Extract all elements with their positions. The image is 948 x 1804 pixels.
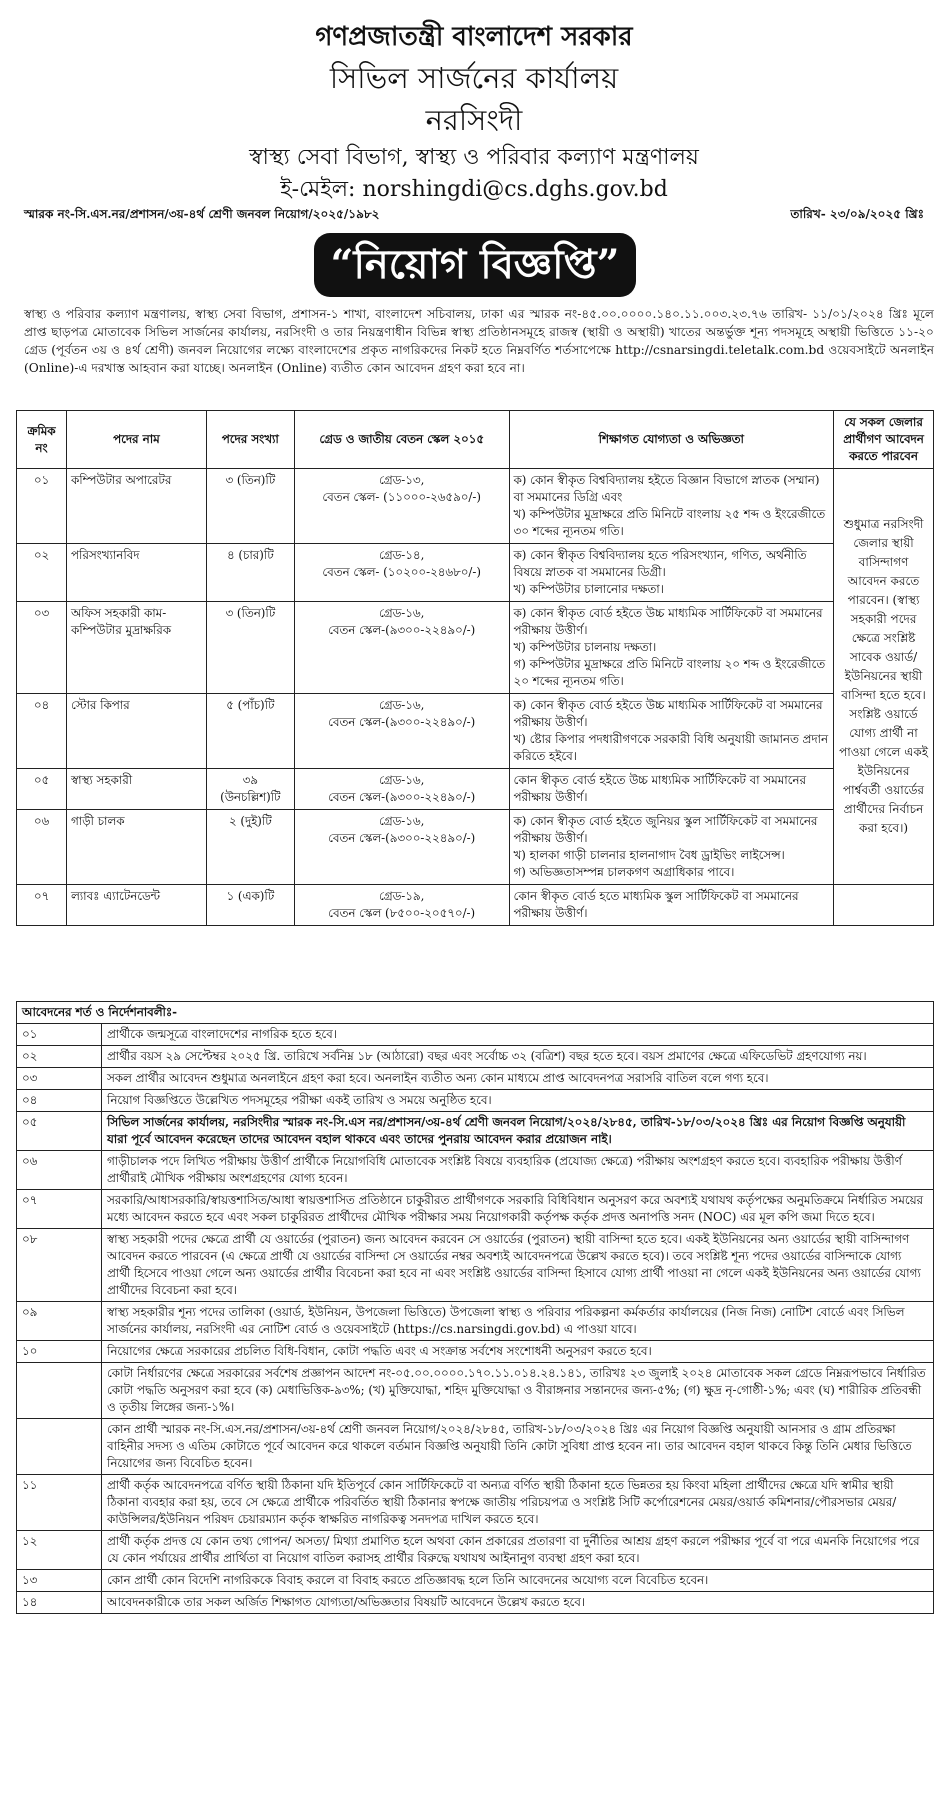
- row-serial: ০৭: [17, 885, 67, 926]
- row-grade: [294, 469, 509, 544]
- scale-text: বেতন স্কেল- (১১০০০-২৬৫৯০/-): [322, 490, 481, 504]
- row-post: পরিসংখ্যানবিদ: [66, 544, 206, 602]
- condition-number: ১২: [17, 1531, 102, 1570]
- email-line: ই-মেইল: norshingdi@cs.dghs.gov.bd: [280, 177, 668, 202]
- condition-row: [17, 1531, 934, 1570]
- row-count: ৪ (চার)টি: [206, 544, 294, 602]
- condition-number: ১১: [17, 1475, 102, 1531]
- condition-text: নিয়োগ বিজ্ঞপ্তিতে উল্লেখিত পদসমূহের পরীক্ষা একই তারিখ ও সময়ে অনুষ্ঠিত হবে।: [102, 1090, 934, 1112]
- row-qualification: [509, 469, 833, 544]
- condition-text: প্রার্থী কর্তৃক আবেদনপত্রে বর্ণিত স্থায়ী ঠিকানা যদি ইতিপূর্বে কোন সার্টিফিকেটে বা অন্যত্র বর্ণিত স্থায়ী ঠিকানা হতে ভিন্নতর হয় কিংবা মহিলা প্রার্থীদের ক্ষেত্রে যদি স্বামীর স্থায়ী ঠিকানা ব্যবহার করা হয়, তবে সে ক্ষেত্রে প্রার্থীকে পরিবর্তিত স্থায়ী ঠিকানার স্বপক্ষে জাতীয় পরিচয়পত্র ও সংশ্লিষ্ট সিটি কর্পোরেশনের মেয়র/ওয়ার্ড কমিশনার/পৌরসভার মেয়র/কাউন্সিলর/ইউনিয়ন পরিষদ চেয়ারম্যান কর্তৃক স্বাক্ষরিত নাগরিকত্ব সনদপত্র দাখিল করতে হবে।: [102, 1475, 934, 1531]
- memo-date: তারিখ- ২৩/০৯/২০২৫ খ্রিঃ: [790, 207, 924, 221]
- office-title: সিভিল সার্জনের কার্যালয়: [329, 61, 619, 95]
- header-qualification: শিক্ষাগত যোগ্যতা ও অভিজ্ঞতা: [509, 411, 833, 469]
- header-post-name: পদের নাম: [66, 411, 206, 469]
- condition-row: [17, 1229, 934, 1302]
- condition-row: [17, 1363, 934, 1419]
- qual-line: খ) কম্পিউটার মুদ্রাক্ষরে প্রতি মিনিটে বাংলায় ২৫ শব্দ ও ইংরেজীতে ৩০ শব্দের ন্যূনতম গতি।: [513, 507, 826, 538]
- table-row: [17, 469, 934, 544]
- row-grade: [294, 694, 509, 769]
- circular-banner: “নিয়োগ বিজ্ঞপ্তি”: [314, 233, 636, 297]
- condition-row: [17, 1570, 934, 1592]
- condition-row: [17, 1068, 934, 1090]
- condition-text: কোন প্রার্থী স্মারক নং-সি.এস.নর/প্রশাসন/৩য়-৪র্থ শ্রেণী জনবল নিয়োগ/২০২৪/২৮৪৫, তারিখ-১৮/০৩/২০২৪ খ্রিঃ এর নিয়োগ বিজ্ঞপ্তি অনুযায়ী আনসার ও গ্রাম প্রতিরক্ষা বাহিনীর সদস্য ও এতিম কোটাতে পূর্বে আবেদন করে থাকলে বর্তমান বিজ্ঞপ্তি অনুযায়ী তিনি কোটা সুবিধা প্রাপ্ত হবেন না। তার আবেদন বহাল থাকবে কিন্তু তিনি মেধার ভিত্তিতে নিয়োগের জন্য বিবেচিত হবেন।: [102, 1419, 934, 1475]
- qual-line: খ) হালকা গাড়ী চালনার হালনাগাদ বৈধ ড্রাইভিং লাইসেন্স।: [513, 848, 785, 862]
- row-serial: ০১: [17, 469, 67, 544]
- condition-row: [17, 1046, 934, 1068]
- condition-number: ১৪: [17, 1592, 102, 1614]
- condition-text: প্রার্থীকে জন্মসূত্রে বাংলাদেশের নাগরিক হতে হবে।: [102, 1024, 934, 1046]
- row-count: ৩ (তিন)টি: [206, 602, 294, 694]
- condition-row: [17, 1592, 934, 1614]
- row-post: কম্পিউটার অপারেটর: [66, 469, 206, 544]
- row-qualification: [509, 544, 833, 602]
- condition-text: গাড়ীচালক পদে লিখিত পরীক্ষায় উত্তীর্ণ প্রার্থীকে নিয়োগবিধি মোতাবেক সংশ্লিষ্ট বিষয়ে ব্যবহারিক (প্রযোজ্য ক্ষেত্রে) পরীক্ষায় অংশগ্রহণ করতে হবে। ব্যবহারিক পরীক্ষায় উত্তীর্ণ প্রার্থীরাই মৌখিক পরীক্ষায় অংশগ্রহণের যোগ্য হবেন।: [102, 1151, 934, 1190]
- eligible-districts-note: শুধুমাত্র নরসিংদী জেলার স্থায়ী বাসিন্দাগণ আবেদন করতে পারবেন। (স্বাস্থ্য সহকারী পদের ক্ষেত্রে সংশ্লিষ্ট সাবেক ওয়ার্ড/ইউনিয়নের স্থায়ী বাসিন্দা হতে হবে। সংশ্লিষ্ট ওয়ার্ডে যোগ্য প্রার্থী না পাওয়া গেলে একই ইউনিয়নের পার্শ্ববর্তী ওয়ার্ডের প্রার্থীদের নির্বাচন করা হবে।): [834, 469, 934, 885]
- row-qualification: [509, 602, 833, 694]
- intro-paragraph: স্বাস্থ্য ও পরিবার কল্যাণ মন্ত্রণালয়, স্বাস্থ্য সেবা বিভাগ, প্রশাসন-১ শাখা, বাংলাদেশ সচিবালয়, ঢাকা এর স্মারক নং-৪৫.০০.০০০০.১৪০.১১.০০৩.২৩.৭৬ তারিখ- ১১/০১/২০২৪ খ্রিঃ মূলে প্রাপ্ত ছাড়পত্র মোতাবেক সিভিল সার্জনের কার্যালয়, নরসিংদী ও তার নিয়ন্ত্রণাধীন বিভিন্ন স্বাস্থ্য প্রতিষ্ঠানসমূহে রাজস্ব (স্থায়ী ও অস্থায়ী) খাতের অন্তর্ভুক্ত শূন্য পদসমূহে অস্থায়ী ভিত্তিতে ১১-২০ গ্রেড (পূর্বতন ৩য় ও ৪র্থ শ্রেণী) জনবল নিয়োগের লক্ষ্যে বাংলাদেশের প্রকৃত নাগরিকদের নিকট হতে নিম্নবর্ণিত শর্তসাপেক্ষে http://csnarsingdi.teletalk.com.bd ওয়েবসাইটে অনলাইন (Online)-এ দরখাস্ত আহবান করা যাচ্ছে। অনলাইন (Online) ব্যতীত কোন আবেদন গ্রহণ করা হবে না।: [24, 307, 934, 375]
- condition-number: [17, 1419, 102, 1475]
- table-row: [17, 810, 934, 885]
- qual-line: ক) কোন স্বীকৃত বোর্ড হইতে উচ্চ মাধ্যমিক সার্টিফিকেট বা সমমানের পরীক্ষায় উত্তীর্ণ।: [513, 606, 823, 637]
- condition-number: ১৩: [17, 1570, 102, 1592]
- conditions-title-row: [17, 1002, 934, 1024]
- memo-number: স্মারক নং-সি.এস.নর/প্রশাসন/৩য়-৪র্থ শ্রেণী জনবল নিয়োগ/২০২৫/১৯৮২: [24, 207, 380, 221]
- condition-row: [17, 1190, 934, 1229]
- grade-text: গ্রেড-১৪,: [378, 548, 425, 562]
- condition-row: [17, 1302, 934, 1341]
- row-post: ল্যাবঃ এ্যাটেনডেন্ট: [66, 885, 206, 926]
- row-grade: [294, 602, 509, 694]
- row-qualification: [509, 885, 833, 926]
- row-serial: ০৪: [17, 694, 67, 769]
- conditions-title: আবেদনের শর্ত ও নির্দেশনাবলীঃ-: [17, 1002, 934, 1024]
- table-row: [17, 769, 934, 810]
- condition-number: ১০: [17, 1341, 102, 1363]
- grade-text: গ্রেড-১৯,: [378, 889, 425, 903]
- qual-line: গ) অভিজ্ঞতাসম্পন্ন চালকগণ অগ্রাধিকার পাবে।: [513, 865, 735, 879]
- posts-table-header: [17, 411, 934, 469]
- condition-text: সিভিল সার্জনের কার্যালয়, নরসিংদীর স্মারক নং-সি.এস নর/প্রশাসন/৩য়-৪র্থ শ্রেণী জনবল নিয়োগ/২০২৪/২৮৪৫, তারিখ-১৮/০৩/২০২৪ খ্রিঃ এর নিয়োগ বিজ্ঞপ্তি অনুযায়ী যারা পূর্বে আবেদন করেছেন তাদের আবেদন বহাল থাকবে এবং তাদের পুনরায় আবেদন করার প্রয়োজন নাই।: [102, 1112, 934, 1151]
- row-post: স্টোর কিপার: [66, 694, 206, 769]
- row-count: ৫ (পাঁচ)টি: [206, 694, 294, 769]
- qual-line: গ) কম্পিউটার মুদ্রাক্ষরে প্রতি মিনিটে বাংলায় ২০ শব্দ ও ইংরেজীতে ২০ শব্দের ন্যূনতম গতি।: [513, 657, 826, 688]
- condition-row: [17, 1151, 934, 1190]
- qual-line: কোন স্বীকৃত বোর্ড হতে মাধ্যমিক স্কুল সার্টিফিকেট বা সমমানের পরীক্ষায় উত্তীর্ণ।: [513, 889, 799, 920]
- condition-text: স্বাস্থ্য সহকারী পদের ক্ষেত্রে প্রার্থী যে ওয়ার্ডের (পুরাতন) জন্য আবেদন করবেন সে ওয়ার্ডের (পুরাতন) স্থায়ী বাসিন্দা হতে হবে। একই ইউনিয়নের অন্য ওয়ার্ডের স্থায়ী বাসিন্দাগণ আবেদন করতে পারবেন (এ ক্ষেত্রে প্রার্থী যে ওয়ার্ডের বাসিন্দা সে ওয়ার্ডের নম্বর অবশ্যই আবেদনপত্রে উল্লেখ করতে হবে)। তবে সংশ্লিষ্ট শূন্য পদের ওয়ার্ডের বাসিন্দাকে যোগ্য প্রার্থী হিসেবে পাওয়া গেলে অন্য ওয়ার্ডের প্রার্থীর বিবেচনা করা হবে না এবং সংশ্লিষ্ট ওয়ার্ডের বাসিন্দা হিসাবে যোগ্য প্রার্থী পাওয়া না গেলে একই ইউনিয়নের অন্য ওয়ার্ডের যোগ্য প্রার্থীদের বিবেচনা করা হবে।: [102, 1229, 934, 1302]
- table-row: [17, 602, 934, 694]
- condition-row: [17, 1419, 934, 1475]
- scale-text: বেতন স্কেল-(৯৩০০-২২৪৯০/-): [328, 831, 476, 845]
- government-title: গণপ্রজাতন্ত্রী বাংলাদেশ সরকার: [315, 22, 633, 52]
- condition-number: ০৯: [17, 1302, 102, 1341]
- scale-text: বেতন স্কেল-(৯৩০০-২২৪৯০/-): [328, 790, 476, 804]
- grade-text: গ্রেড-১৬,: [378, 814, 425, 828]
- condition-row: [17, 1090, 934, 1112]
- row-qualification: [509, 769, 833, 810]
- place-title: নরসিংদী: [425, 103, 523, 137]
- header-post-count: পদের সংখ্যা: [206, 411, 294, 469]
- condition-row: [17, 1475, 934, 1531]
- row-count: ১ (এক)টি: [206, 885, 294, 926]
- condition-number: ০৭: [17, 1190, 102, 1229]
- qual-line: ক) কোন স্বীকৃত বোর্ড হইতে জুনিয়র স্কুল সার্টিফিকেট বা সমমানের পরীক্ষায় উত্তীর্ণ।: [513, 814, 818, 845]
- row-qualification: [509, 810, 833, 885]
- condition-number: ০৮: [17, 1229, 102, 1302]
- row-grade: [294, 544, 509, 602]
- grade-text: গ্রেড-১৩,: [378, 473, 425, 487]
- conditions-table: [16, 1001, 934, 1614]
- table-row: [17, 694, 934, 769]
- ministry-title: স্বাস্থ্য সেবা বিভাগ, স্বাস্থ্য ও পরিবার কল্যাণ মন্ত্রণালয়: [249, 145, 699, 170]
- row-post: স্বাস্থ্য সহকারী: [66, 769, 206, 810]
- empty-cell: [834, 885, 934, 926]
- condition-row: [17, 1341, 934, 1363]
- row-grade: [294, 769, 509, 810]
- qual-line: ক) কোন স্বীকৃত বিশ্ববিদ্যালয় হতে পরিসংখ্যান, গণিত, অর্থনীতি বিষয়ে স্নাতক বা সমমানের ডিগ্রী।: [513, 548, 807, 579]
- header-grade-scale: গ্রেড ও জাতীয় বেতন স্কেল ২০১৫: [294, 411, 509, 469]
- condition-text: স্বাস্থ্য সহকারীর শূন্য পদের তালিকা (ওয়ার্ড, ইউনিয়ন, উপজেলা ভিত্তিতে) উপজেলা স্বাস্থ্য ও পরিবার পরিকল্পনা কর্মকর্তার কার্যালয়ের (নিজ নিজ) নোটিশ বোর্ডে এবং সিভিল সার্জনের কার্যালয়, নরসিংদী এর নোটিশ বোর্ড ও ওয়েবসাইটে (https://cs.narsingdi.gov.bd) এ পাওয়া যাবে।: [102, 1302, 934, 1341]
- condition-number: ০৪: [17, 1090, 102, 1112]
- grade-text: গ্রেড-১৬,: [378, 773, 425, 787]
- condition-text: নিয়োগের ক্ষেত্রে সরকারের প্রচলিত বিধি-বিধান, কোটা পদ্ধতি এবং এ সংক্রান্ত সর্বশেষ সংশোধনী অনুসরণ করতে হবে।: [102, 1341, 934, 1363]
- grade-text: গ্রেড-১৬,: [378, 606, 425, 620]
- condition-number: ০২: [17, 1046, 102, 1068]
- table-row: [17, 544, 934, 602]
- row-qualification: [509, 694, 833, 769]
- qual-line: ক) কোন স্বীকৃত বিশ্ববিদ্যালয় হইতে বিজ্ঞান বিভাগে স্নাতক (সম্মান) বা সমমানের ডিগ্রি এবং: [513, 473, 820, 504]
- table-row: [17, 885, 934, 926]
- row-count: ৩৯ (উনচল্লিশ)টি: [206, 769, 294, 810]
- scale-text: বেতন স্কেল-(৯৩০০-২২৪৯০/-): [328, 715, 476, 729]
- condition-text: প্রার্থীর বয়স ২৯ সেপ্টেম্বর ২০২৫ খ্রি. তারিখে সর্বনিম্ন ১৮ (আঠারো) বছর এবং সর্বোচ্চ ৩২ (বত্রিশ) বছর হতে হবে। বয়স প্রমাণের ক্ষেত্রে এফিডেভিট গ্রহণযোগ্য নয়।: [102, 1046, 934, 1068]
- row-count: ২ (দুই)টি: [206, 810, 294, 885]
- row-count: ৩ (তিন)টি: [206, 469, 294, 544]
- row-serial: ০২: [17, 544, 67, 602]
- memo-row: [24, 206, 924, 224]
- row-serial: ০৩: [17, 602, 67, 694]
- row-grade: [294, 885, 509, 926]
- header-serial: ক্রমিক নং: [17, 411, 67, 469]
- row-serial: ০৫: [17, 769, 67, 810]
- condition-number: ০৩: [17, 1068, 102, 1090]
- condition-row: [17, 1112, 934, 1151]
- row-post: অফিস সহকারী কাম-কম্পিউটার মুদ্রাক্ষরিক: [66, 602, 206, 694]
- header-eligible-districts: যে সকল জেলার প্রার্থীগণ আবেদন করতে পারবেন: [834, 411, 934, 469]
- qual-line: খ) কম্পিউটার চালানোর দক্ষতা।: [513, 582, 664, 596]
- grade-text: গ্রেড-১৬,: [378, 698, 425, 712]
- condition-number: [17, 1363, 102, 1419]
- row-post: গাড়ী চালক: [66, 810, 206, 885]
- condition-number: ০১: [17, 1024, 102, 1046]
- condition-text: সরকারি/আধাসরকারি/স্বায়ত্তশাসিত/আধা স্বায়ত্তশাসিত প্রতিষ্ঠানে চাকুরীরত প্রার্থীগণকে সরকারি বিধিবিধান অনুসরণ করে অবশ্যই যথাযথ কর্তৃপক্ষের অনুমতিক্রমে নির্ধারিত সময়ের মধ্যে আবেদন করতে হবে এবং সকল চাকুরিরত প্রার্থীদের মৌখিক পরীক্ষার সময় নিয়োগকারী কর্তৃপক্ষ কর্তৃক প্রদত্ত অনাপত্তি সনদ (NOC) এর মূল কপি জমা দিতে হবে।: [102, 1190, 934, 1229]
- qual-line: খ) কম্পিউটার চালনায় দক্ষতা।: [513, 640, 657, 654]
- qual-line: খ) ষ্টোর কিপার পদধারীগণকে সরকারী বিধি অনুযায়ী জামানত প্রদান করিতে হইবে।: [513, 732, 829, 763]
- qual-line: কোন স্বীকৃত বোর্ড হইতে উচ্চ মাধ্যমিক সার্টিফিকেট বা সমমানের পরীক্ষায় উত্তীর্ণ।: [513, 773, 806, 804]
- condition-text: আবেদনকারীকে তার সকল অর্জিত শিক্ষাগত যোগ্যতা/অভিজ্ঞতার বিষয়টি আবেদনে উল্লেখ করতে হবে।: [102, 1592, 934, 1614]
- condition-text: প্রার্থী কর্তৃক প্রদত্ত যে কোন তথ্য গোপন/ অসত্য/ মিথ্যা প্রমাণিত হলে অথবা কোন প্রকারের প্রতারণা বা দুর্নীতির আশ্রয় গ্রহণ করলে পরীক্ষার পূর্বে বা পরে এমনকি নিয়োগের পরে যে কোন পর্যায়ের প্রার্থীর প্রার্থিতা বা নিয়োগ বাতিল করাসহ প্রার্থীর বিরুদ্ধে যথাযথ আইনানুগ ব্যবস্থা গ্রহণ করা হবে।: [102, 1531, 934, 1570]
- condition-number: ০৬: [17, 1151, 102, 1190]
- scale-text: বেতন স্কেল-(৯৩০০-২২৪৯০/-): [328, 623, 476, 637]
- condition-row: [17, 1024, 934, 1046]
- scale-text: বেতন স্কেল- (১০২০০-২৪৬৮০/-): [322, 565, 481, 579]
- qual-line: ক) কোন স্বীকৃত বোর্ড হইতে উচ্চ মাধ্যমিক সার্টিফিকেট বা সমমানের পরীক্ষায় উত্তীর্ণ।: [513, 698, 823, 729]
- condition-text: কোন প্রার্থী কোন বিদেশি নাগরিককে বিবাহ করলে বা বিবাহ করতে প্রতিজ্ঞাবদ্ধ হলে তিনি আবেদনের অযোগ্য বলে বিবেচিত হবেন।: [102, 1570, 934, 1592]
- condition-text: সকল প্রার্থীর আবেদন শুধুমাত্র অনলাইনে গ্রহণ করা হবে। অনলাইন ব্যতীত অন্য কোন মাধ্যমে প্রাপ্ত আবেদনপত্র সরাসরি বাতিল বলে গণ্য হবে।: [102, 1068, 934, 1090]
- row-serial: ০৬: [17, 810, 67, 885]
- scale-text: বেতন স্কেল (৮৫০০-২০৫৭০/-): [328, 906, 476, 920]
- condition-number: ০৫: [17, 1112, 102, 1151]
- row-grade: [294, 810, 509, 885]
- posts-table: [16, 410, 934, 926]
- condition-text: কোটা নির্ধারণের ক্ষেত্রে সরকারের সর্বশেষ প্রজ্ঞাপন আদেশ নং-০৫.০০.০০০০.১৭০.১১.০১৪.২৪.১৪১, তারিখঃ ২৩ জুলাই ২০২৪ মোতাবেক সকল গ্রেডে নিম্নরূপভাবে নির্ধারিত কোটা পদ্ধতি অনুসরণ করা হবে (ক) মেধাভিত্তিক-৯৩%; (খ) মুক্তিযোদ্ধা, শহিদ মুক্তিযোদ্ধা ও বীরাঙ্গনার সন্তানদের জন্য-৫%; (গ) ক্ষুদ্র নৃ-গোষ্ঠী-১%; এবং (ঘ) শারীরিক প্রতিবন্ধী ও তৃতীয় লিঙ্গের জন্য-১%।: [102, 1363, 934, 1419]
